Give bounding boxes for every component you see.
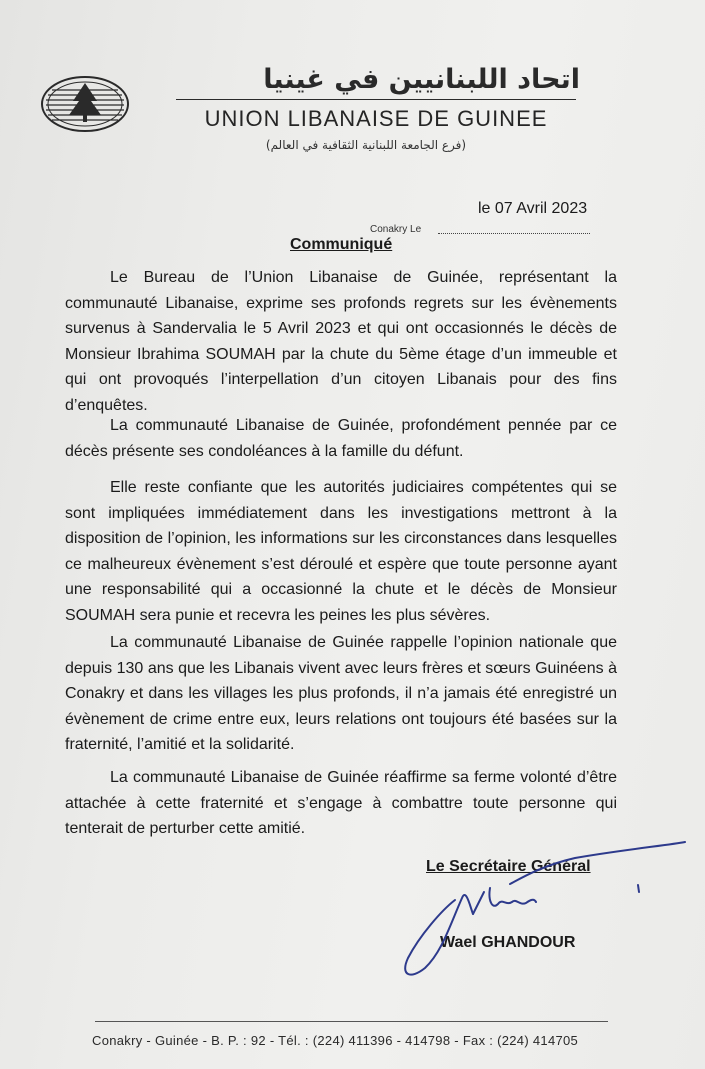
document-heading: Communiqué [290, 236, 393, 253]
arabic-org-name: اتحاد اللبنانيين في غينيا [263, 64, 580, 95]
header-divider [176, 99, 576, 100]
paragraph-text: Elle reste confiante que les autorités judiciaires compétentes qui se sont impliquées immédiatement dans les investigations mettront à la disposition de l’opinion, les informations sur les circonstances dans lesquelles ce malheureux évènement s’est déroulé et espère que toute personne ayant une responsabilité qui a occasionné la chute et le décès de Monsieur SOUMAH sera punie et recevra les peines les plus sévères. [65, 479, 617, 624]
signer-name: Wael GHANDOUR [440, 934, 576, 951]
document-date: le 07 Avril 2023 [478, 200, 588, 217]
signer-title: Le Secrétaire Général [426, 858, 591, 875]
arabic-subtitle: (فرع الجامعة اللبنانية الثقافية في العالم) [265, 138, 467, 152]
paragraph-text: La communauté Libanaise de Guinée rappelle l’opinion nationale que depuis 130 ans que les Libanais vivent avec leurs frères et sœurs Guinéens à Conakry et dans les villages les plus profonds, il n’a jamais été enregistré un évènement de crime entre eux, leurs relations ont toujours été basées sur la fraternité, l’amitié et la solidarité. [65, 634, 617, 753]
place-dotted-line [438, 233, 590, 234]
paragraph-text: Le Bureau de l’Union Libanaise de Guinée, représentant la communauté Libanaise, exprime ses profonds regrets sur les évènements survenus à Sandervalia le 5 Avril 2023 et qui ont occasionnés le décès de Monsieur Ibrahima SOUMAH par la chute du 5ème étage d’un immeuble et qui ont provoqués l’interpellation d’un citoyen Libanais pour des fins d’enquêtes. [65, 269, 617, 414]
place-label: Conakry Le [370, 224, 422, 235]
handwritten-signature-icon [380, 840, 700, 990]
paragraph-3 [65, 475, 617, 628]
paragraph-5 [65, 765, 617, 842]
paragraph-text: La communauté Libanaise de Guinée réaffirme sa ferme volonté d’être attachée à cette fraternité et s’engage à combattre toute personne qui tenterait de perturber cette amitié. [65, 769, 617, 837]
org-name: UNION LIBANAISE DE GUINEE [204, 106, 548, 131]
paragraph-2 [65, 413, 617, 464]
paragraph-4 [65, 630, 617, 758]
paragraph-1 [65, 265, 617, 418]
footer-divider [95, 1021, 608, 1022]
footer-contact: Conakry - Guinée - B. P. : 92 - Tél. : (224) 411396 - 414798 - Fax : (224) 414705 [92, 1033, 579, 1048]
paragraph-text: La communauté Libanaise de Guinée, profondément pennée par ce décès présente ses condoléances à la famille du défunt. [65, 417, 617, 460]
emblem-logo-icon [40, 75, 130, 133]
